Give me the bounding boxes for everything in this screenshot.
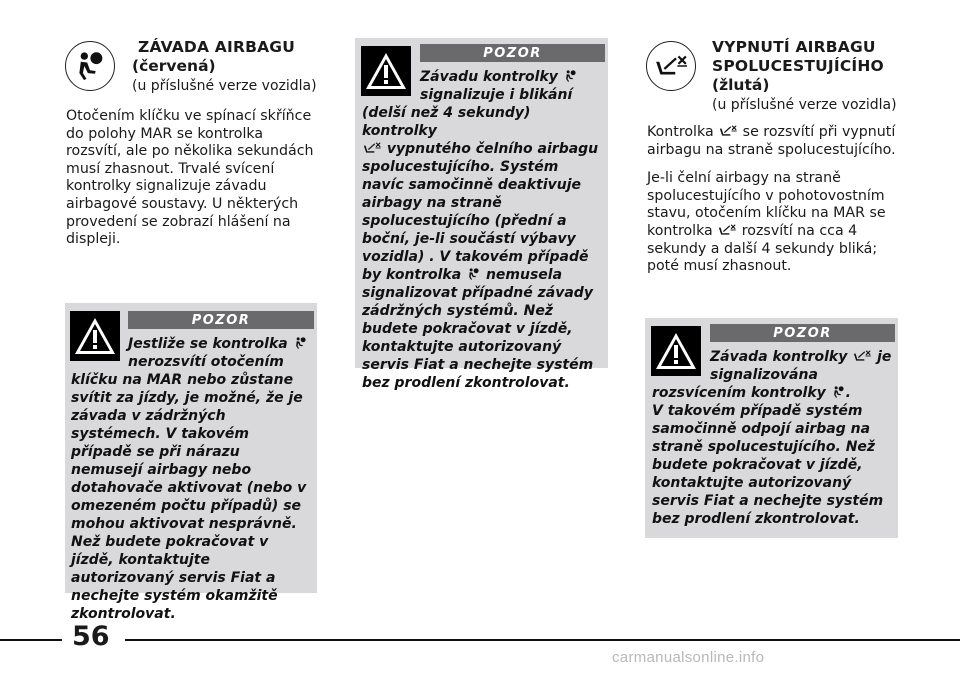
airbag-fault-paragraph: Otočením klíčku ve spínací skříňce do polohy MAR se kontrolka rozsvítí, ale po několika sekundách musí zhasnout. Trvalé svícení kontrolky signalizuje závadu airbagové soustavy. U některých provedení se zobrazí hlášení na displeji. — [66, 108, 314, 248]
watermark: carmanualsonline.info — [612, 649, 765, 666]
warning-text-airbag-off: rozsvícením kontrolky . V takovém případě systém samočinně odpojí airbag na straně spolucestujícího. Než budete pokračovat v jízdě, kontaktujte autorizovaný servis Fiat a nechejte systém bez prodlení zkontrolovat. — [652, 385, 884, 527]
warning-text-line-1: Závada kontrolky je signalizována — [710, 349, 892, 383]
paragraph-2: Je-li čelní airbagy na straně spolucestujícího v pohotovostním stavu, otočením klíčku na MAR se kontrolka rozsvítí na cca 4 sekundy a další 4 sekundy bliká; poté musí zhasnout. — [647, 170, 886, 275]
passenger-airbag-off-title-2: SPOLUCESTUJÍCÍHO — [712, 57, 884, 75]
airbag-fault-icon-inline — [293, 336, 308, 350]
airbag-off-icon-inline — [717, 223, 737, 237]
passenger-airbag-off-title-1: VYPNUTÍ AIRBAGU — [712, 38, 876, 56]
passenger-airbag-off-color: (žlutá) — [712, 76, 770, 94]
footer-rule-right — [125, 639, 960, 641]
warning-box-airbag-fault — [65, 303, 317, 622]
pozor-label: POZOR — [420, 44, 605, 62]
warning-triangle-icon — [361, 46, 411, 96]
airbag-off-icon-inline — [718, 124, 738, 138]
airbag-off-icon-inline — [852, 349, 872, 363]
airbag-fault-icon — [65, 41, 115, 91]
airbag-fault-icon-inline — [466, 267, 481, 281]
warning-box-airbag-off — [645, 318, 898, 538]
airbag-fault-text — [66, 108, 316, 260]
airbag-fault-note: (u příslušné verze vozidla) — [132, 78, 317, 94]
airbag-fault-icon-inline — [831, 385, 846, 399]
airbag-off-icon-inline — [362, 141, 382, 155]
warning-text-airbag-fault: klíčku na MAR nebo zůstane svítit za jízdy, je možné, že je závada v zádržných systémech. V takovém případě se při nárazu nemusejí airbagy nebo dotahovače aktivovat (nebo v omezeném počtu případů) se mohou aktivovat nesprávně. Než budete pokračovat v jízdě, kontaktujte autorizovaný servis Fiat a nechejte systém okamžitě zkontrolovat. — [71, 372, 307, 622]
warning-box-blinking — [355, 38, 608, 391]
warning-text-blinking: (delší než 4 sekundy) kontrolky vypnutého čelního airbagu spolucestujícího. Systém navíc samočinně deaktivuje airbagy na straně spolucestujícího (přední a boční, je-li součástí výbavy vozidla) . V takovém případě by kontrolka nemusela signalizovat případné závady zádržných systémů. Než budete pokračovat v jízdě, kontaktujte autorizovaný servis Fiat a nechejte systém bez prodlení zkontrolovat. — [362, 105, 599, 391]
passenger-airbag-off-note: (u příslušné verze vozidla) — [712, 97, 897, 113]
passenger-airbag-off-text — [647, 124, 897, 287]
pozor-label: POZOR — [128, 311, 314, 329]
warning-triangle-icon — [70, 311, 120, 361]
page-number: 56 — [72, 621, 110, 652]
airbag-fault-icon-inline — [563, 69, 578, 83]
airbag-fault-color: (červená) — [132, 57, 216, 75]
warning-text-line-1: Jestliže se kontrolka nerozsvítí otočením — [128, 335, 314, 371]
warning-triangle-icon — [651, 326, 701, 376]
warning-text-line-1: Závadu kontrolky signalizuje i blikání — [420, 68, 605, 104]
airbag-off-icon — [646, 41, 696, 91]
footer-rule-left — [0, 639, 62, 641]
airbag-fault-title: ZÁVADA AIRBAGU — [138, 38, 295, 56]
pozor-label: POZOR — [710, 324, 895, 342]
paragraph-1: Kontrolka se rozsvítí při vypnutí airbagu na straně spolucestujícího. — [647, 124, 896, 158]
